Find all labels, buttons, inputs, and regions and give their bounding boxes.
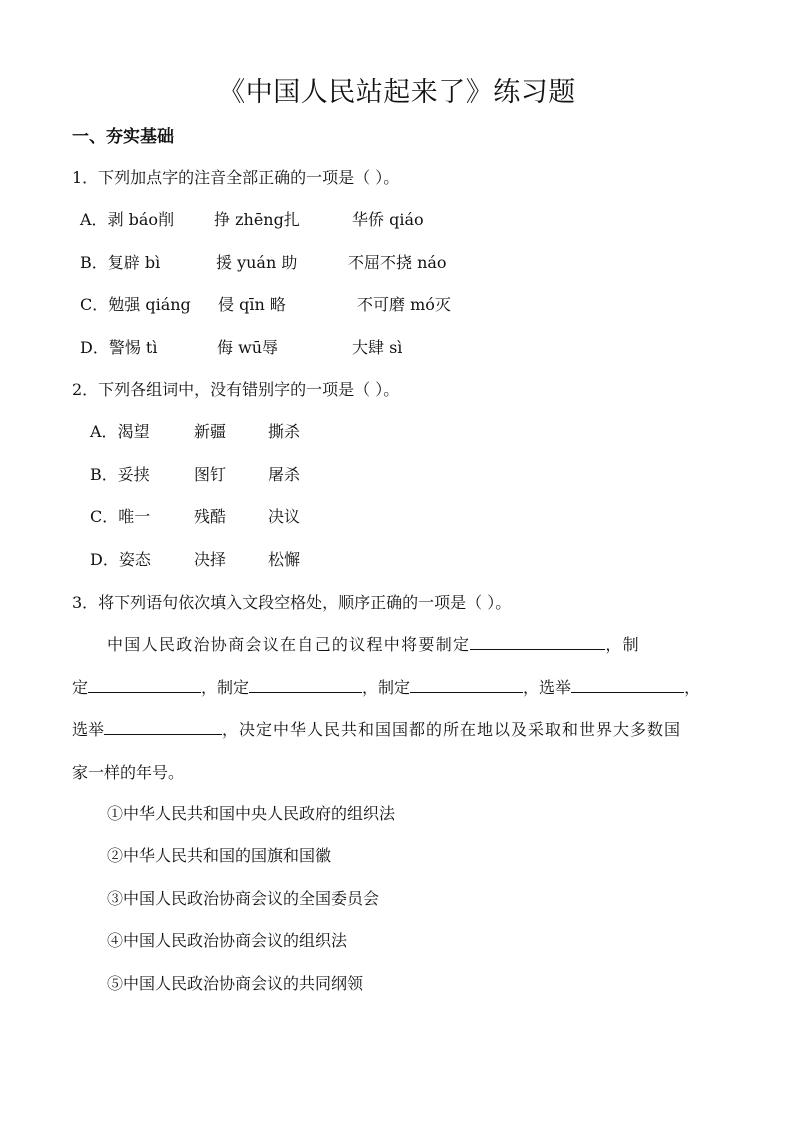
option-word-1: 姿态 <box>118 550 151 569</box>
option-word-1: 唯一 <box>118 507 151 526</box>
option-label: D． <box>80 338 109 357</box>
q2-option-c-word-2: 残酷 <box>194 507 227 526</box>
q1-option-d-word-2: 侮 wū辱 <box>217 338 279 357</box>
question-3-stem: 3．将下列语句依次填入文段空格处，顺序正确的一项是（ ）。 <box>72 593 512 612</box>
q2-option-a-word-3: 撕杀 <box>268 422 301 441</box>
fill-blank-1[interactable] <box>470 633 605 650</box>
option-word-1: 剥 báo削 <box>107 210 175 229</box>
option-label: B． <box>90 465 118 484</box>
option-word-1: 渴望 <box>117 422 150 441</box>
q1-option-a-word-3: 华侨 qiáo <box>352 210 424 229</box>
option-label: B． <box>80 253 108 272</box>
q1-option-c-word-3: 不可磨 mó灭 <box>357 295 451 314</box>
q3-item-3: ③中国人民政治协商会议的全国委员会 <box>107 889 380 908</box>
paragraph-text: ，制定 <box>362 678 411 697</box>
q1-option-d-word-3: 大肆 sì <box>352 338 403 357</box>
q3-item-5: ⑤中国人民政治协商会议的共同纲领 <box>107 974 364 993</box>
paragraph-text: ，决定中华人民共和国国都的所在地以及采取和世界大多数国 <box>222 720 682 739</box>
q2-option-d-word-3: 松懈 <box>268 550 301 569</box>
q2-option-c-word-3: 决议 <box>268 507 301 526</box>
q3-item-4: ④中国人民政治协商会议的组织法 <box>107 931 348 950</box>
paragraph-text: 选举 <box>72 720 105 739</box>
option-label: D． <box>90 550 119 569</box>
q2-option-a-word-2: 新疆 <box>194 422 227 441</box>
q2-option-b-word-2: 图钉 <box>194 465 227 484</box>
paragraph-text: 定 <box>72 678 89 697</box>
question-1-stem: 1．下列加点字的注音全部正确的一项是（ ）。 <box>72 168 400 187</box>
q1-option-b-word-3: 不屈不挠 náo <box>348 253 447 272</box>
q3-paragraph-line-2 <box>72 675 700 698</box>
q3-paragraph-line-3 <box>72 717 681 740</box>
q2-option-d-word-2: 决择 <box>194 550 227 569</box>
q1-option-a-word-2: 挣 zhēng扎 <box>214 210 300 229</box>
fill-blank-2[interactable] <box>88 676 201 693</box>
option-word-1: 警惕 tì <box>108 338 158 357</box>
q1-option-c <box>80 292 191 315</box>
paragraph-text: ，选举 <box>523 678 572 697</box>
q3-item-1: ①中华人民共和国中央人民政府的组织法 <box>107 804 396 823</box>
option-label: C． <box>80 295 109 314</box>
q2-option-a <box>90 419 150 442</box>
q2-option-d <box>90 547 151 570</box>
page-title: 《中国人民站起来了》练习题 <box>218 77 576 108</box>
q1-option-a <box>80 207 174 230</box>
q2-option-b <box>90 462 150 485</box>
fill-blank-4[interactable] <box>410 676 523 693</box>
option-label: C． <box>90 507 119 526</box>
option-label: A． <box>80 210 108 229</box>
paragraph-text: ，制定 <box>201 678 250 697</box>
paragraph-text: 中国人民政治协商会议在自己的议程中将要制定 <box>107 635 471 654</box>
paragraph-text: ， <box>684 678 701 697</box>
q2-option-c <box>90 504 150 527</box>
q1-option-b-word-2: 援 yuán 助 <box>216 253 298 272</box>
option-word-1: 妥挟 <box>117 465 150 484</box>
fill-blank-3[interactable] <box>249 676 362 693</box>
q3-item-2: ②中华人民共和国的国旗和国徽 <box>107 846 332 865</box>
q1-option-b <box>80 250 160 273</box>
option-word-1: 复辟 bì <box>107 253 161 272</box>
paragraph-text: ，制 <box>605 635 640 654</box>
option-label: A． <box>90 422 118 441</box>
fill-blank-6[interactable] <box>104 718 222 735</box>
q3-paragraph-line-1 <box>107 632 640 655</box>
q3-paragraph-line-4: 家一样的年号。 <box>72 763 185 782</box>
section-heading: 一、夯实基础 <box>72 127 174 147</box>
q1-option-d <box>80 335 157 358</box>
question-2-stem: 2．下列各组词中，没有错别字的一项是（ ）。 <box>72 380 400 399</box>
option-word-1: 勉强 qiáng <box>108 295 191 314</box>
q1-option-c-word-2: 侵 qīn 略 <box>218 295 286 314</box>
fill-blank-5[interactable] <box>571 676 684 693</box>
q2-option-b-word-3: 屠杀 <box>268 465 301 484</box>
